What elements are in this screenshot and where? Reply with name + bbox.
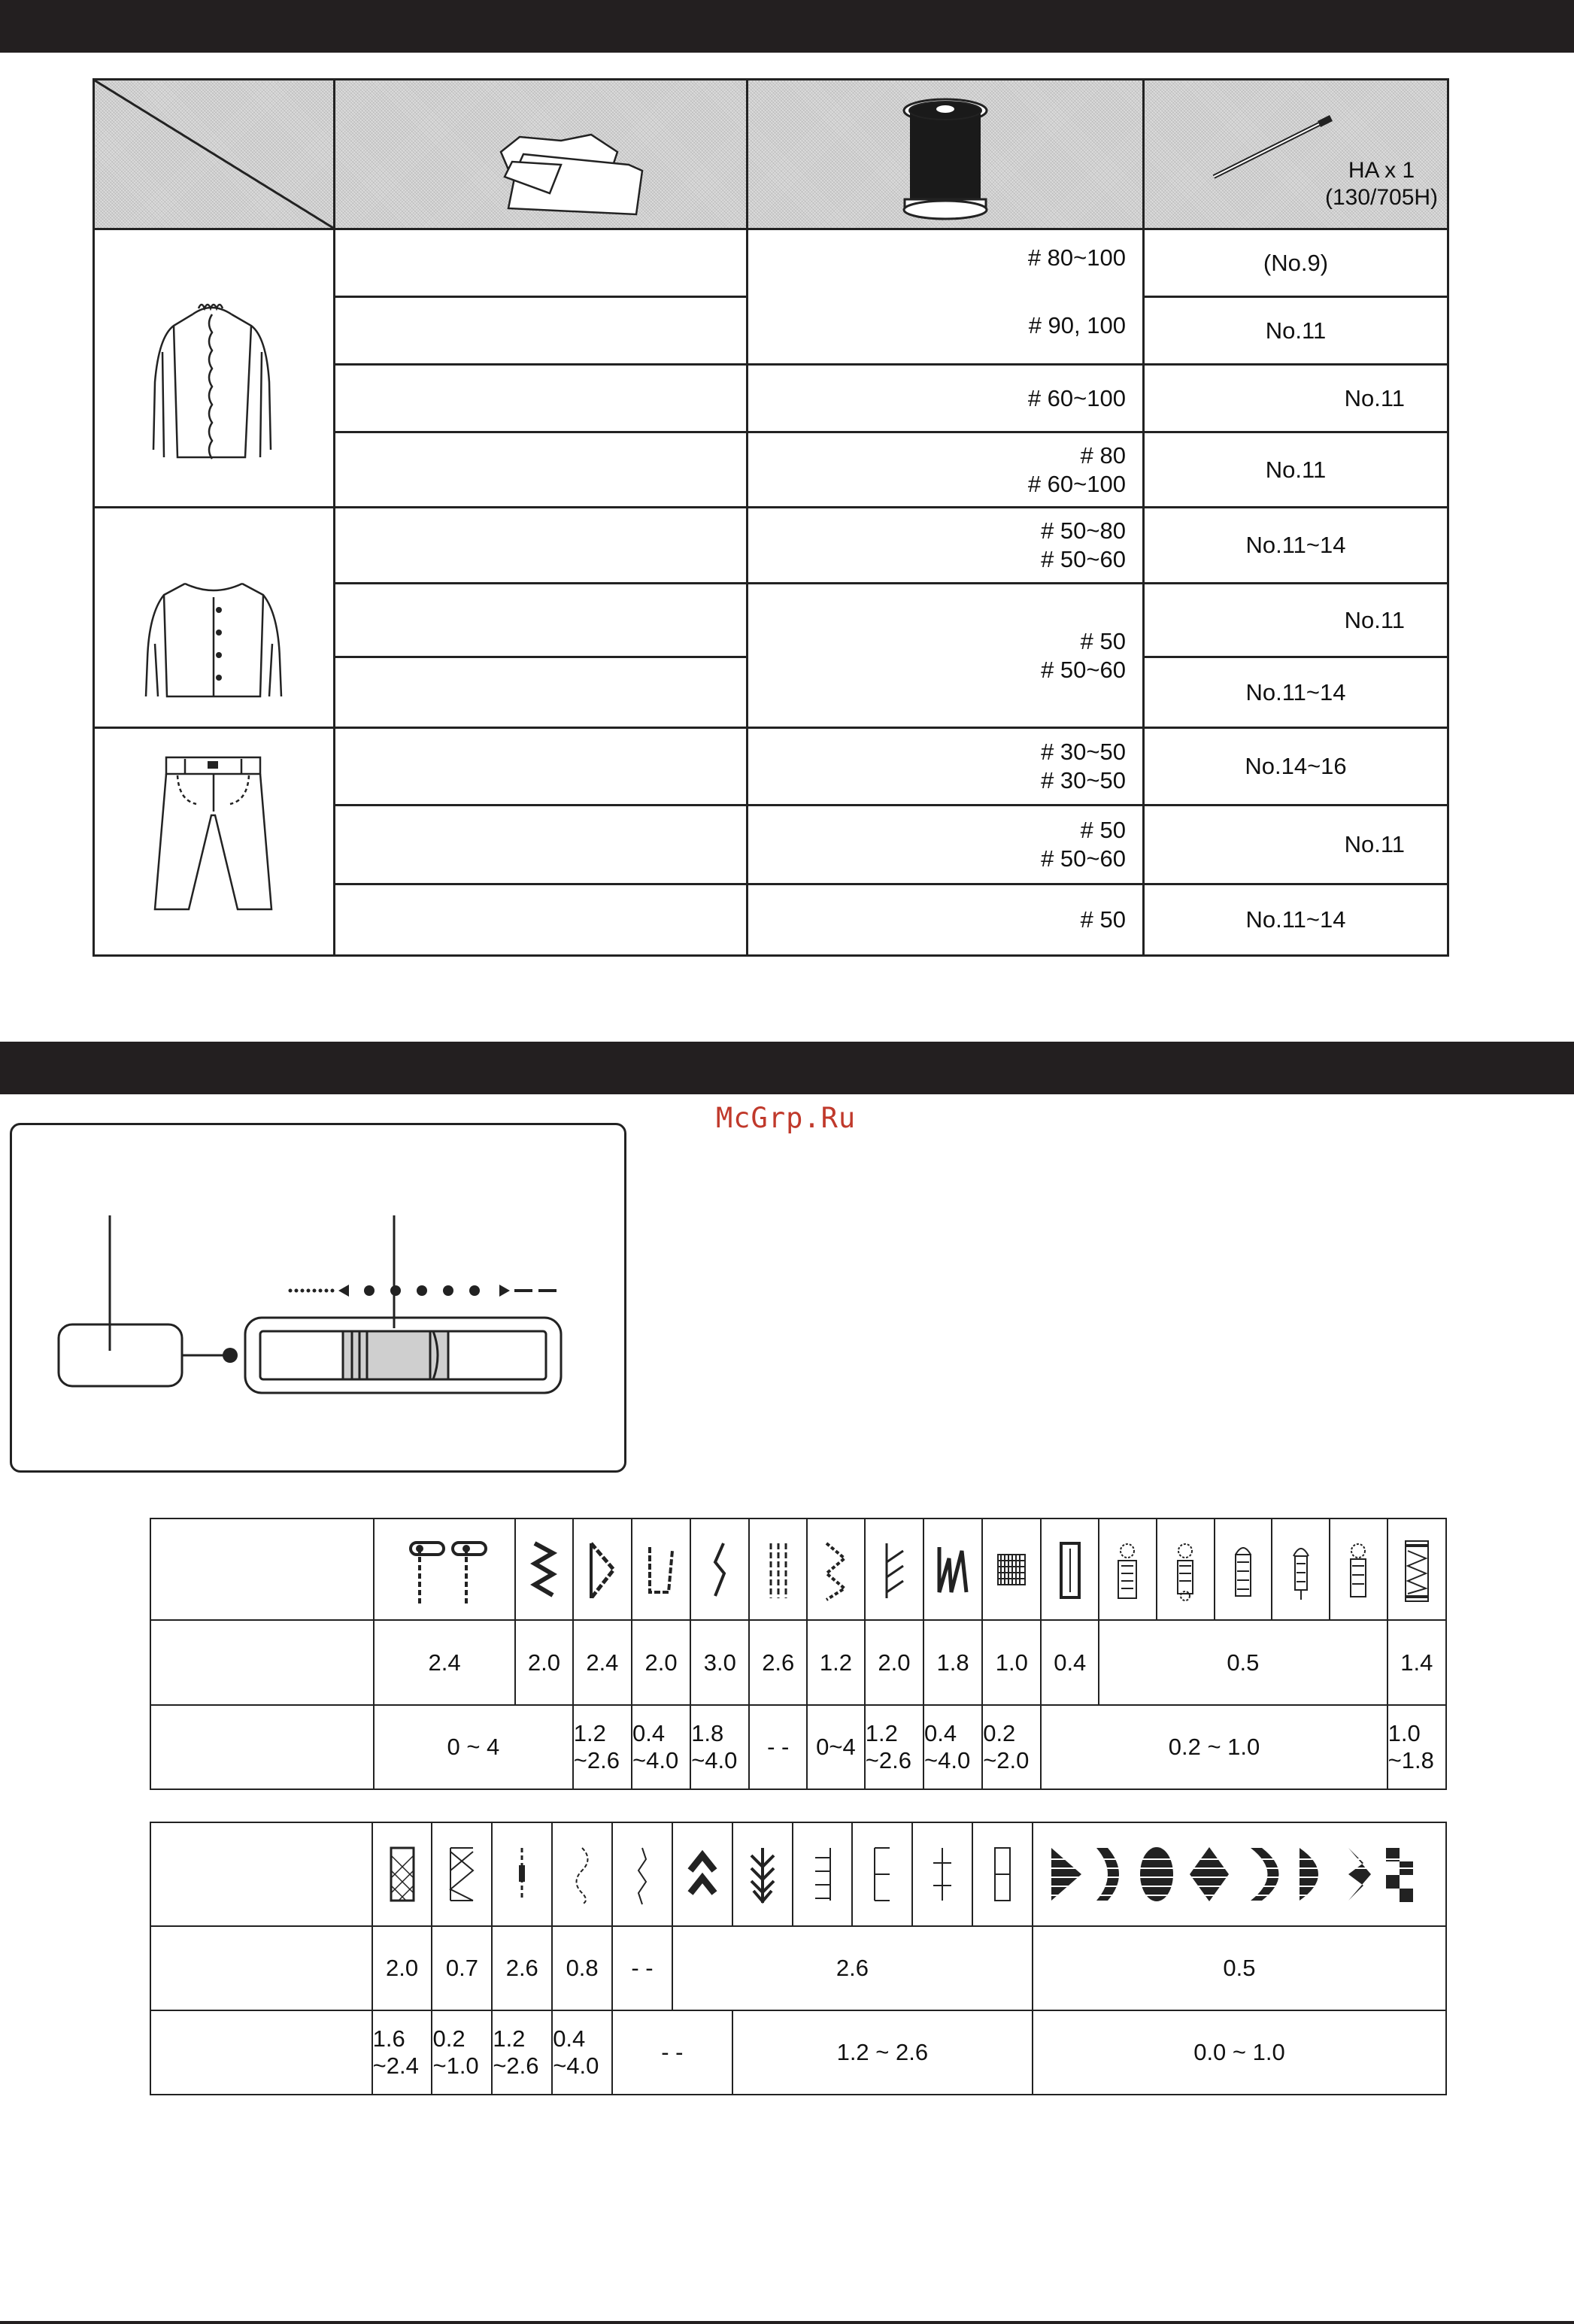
watermark-text: McGrp.Ru — [716, 1102, 857, 1134]
value-cell: 2.0 — [632, 1620, 690, 1705]
bottom-rule — [0, 2321, 1574, 2324]
fabric-header-cell — [335, 80, 748, 229]
stitch-icons-row — [150, 1518, 1446, 1620]
fabric-cell — [335, 884, 748, 956]
straight-stitch-icon — [388, 1532, 501, 1607]
thread-cell — [748, 728, 1144, 806]
blouse-illustration-cell — [94, 229, 335, 508]
lightning-stitch-icon — [690, 1518, 749, 1620]
corner-header-cell — [94, 80, 335, 229]
zigzag-stitch-icon — [515, 1518, 573, 1620]
needle-cell: No.11~14 — [1144, 884, 1448, 956]
value-line: 0.4 — [632, 1720, 666, 1746]
overcast-stitch-icon — [432, 1822, 492, 1926]
keyhole-buttonhole-icon-1 — [1099, 1518, 1157, 1620]
straight-stitch-icons — [374, 1518, 515, 1620]
needle-cell: (No.9) — [1144, 229, 1448, 297]
keyhole-buttonhole-icon-4 — [1272, 1518, 1330, 1620]
blind-hem-icon — [632, 1518, 690, 1620]
value-cell: 1.8 — [923, 1620, 982, 1705]
value-cell: 1.4 — [1387, 1620, 1446, 1705]
value-cell: 1.0 — [982, 1620, 1041, 1705]
stitch-selector-panel — [10, 1123, 626, 1473]
stretch-serpentine-icon — [612, 1822, 672, 1926]
value-line: ~4.0 — [632, 1747, 679, 1773]
table-row — [150, 1926, 1446, 2010]
fabric-cell — [335, 365, 748, 432]
value-cell: 0.5 — [1099, 1620, 1387, 1705]
rickrack-stitch-icon — [672, 1822, 732, 1926]
table-row — [94, 229, 1448, 297]
table-row — [150, 2010, 1446, 2095]
fabric-cell — [335, 508, 748, 584]
keyhole-buttonhole-icon-2 — [1157, 1518, 1215, 1620]
stitch-table-1 — [150, 1518, 1447, 1790]
ladder-stitch-icon-1 — [793, 1822, 853, 1926]
table-row — [150, 1705, 1446, 1789]
needle-cell: No.11 — [1144, 806, 1448, 884]
value-cell — [865, 1705, 923, 1789]
needle-type-label: HA x 1 — [1348, 158, 1415, 183]
bartack-icon — [492, 1822, 552, 1926]
needle-cell: No.11 — [1144, 297, 1448, 365]
table-row — [150, 1620, 1446, 1705]
value-line: 1.2 — [865, 1720, 898, 1746]
value-line: ~1.8 — [1387, 1747, 1434, 1773]
overlock-stitch-icon — [923, 1518, 982, 1620]
needle-header-cell — [1144, 80, 1448, 229]
value-line: 1.0 — [1387, 1720, 1421, 1746]
section-header-bar — [0, 1042, 1574, 1094]
value-cell — [492, 2010, 552, 2095]
value-cell: - - — [612, 2010, 732, 2095]
value-cell: 2.6 — [672, 1926, 1033, 2010]
value-line: ~4.0 — [553, 2052, 599, 2079]
thread-cell — [748, 229, 1144, 365]
diagonal-line — [95, 80, 333, 228]
thread-value: # 50~60 — [1041, 845, 1126, 872]
stitch-icons-row — [150, 1822, 1446, 1926]
needle-cell: No.11~14 — [1144, 508, 1448, 584]
fabric-cell — [335, 728, 748, 806]
jacket-icon — [95, 508, 333, 727]
value-line: 1.2 — [493, 2025, 526, 2052]
value-cell: - - — [749, 1705, 807, 1789]
value-cell: 0.7 — [432, 1926, 492, 2010]
buttonhole-icon — [1041, 1518, 1099, 1620]
value-cell: 2.6 — [492, 1926, 552, 2010]
value-line: ~2.0 — [983, 1747, 1030, 1773]
row-label-cell — [150, 1518, 374, 1620]
value-cell: 0.8 — [552, 1926, 612, 2010]
value-cell: 1.2 — [807, 1620, 865, 1705]
value-line: ~4.0 — [691, 1747, 738, 1773]
value-cell: 2.0 — [372, 1926, 432, 2010]
multi-zigzag-icon — [807, 1518, 865, 1620]
thread-cell — [748, 584, 1144, 728]
value-cell: 3.0 — [690, 1620, 749, 1705]
needle-cell: No.11 — [1144, 584, 1448, 657]
fabric-cell — [335, 229, 748, 297]
thread-cell — [748, 432, 1144, 508]
value-line: ~2.6 — [865, 1747, 911, 1773]
keyhole-buttonhole-icon-3 — [1215, 1518, 1272, 1620]
value-line: 1.2 — [573, 1720, 606, 1746]
serpentine-stitch-icon — [552, 1822, 612, 1926]
row-label-cell — [150, 1705, 374, 1789]
thread-value: # 30~50 — [1041, 739, 1126, 766]
darning-icon — [982, 1518, 1041, 1620]
satin-shapes-icons — [1033, 1822, 1446, 1926]
feather-stitch-icon — [865, 1518, 923, 1620]
box-stitch-icon — [972, 1822, 1033, 1926]
satin-shapes-icon — [1036, 1837, 1442, 1912]
thread-value: # 50~60 — [1041, 546, 1126, 572]
value-cell — [372, 2010, 432, 2095]
table-row — [94, 728, 1448, 806]
value-cell — [690, 1705, 749, 1789]
value-line: 0.4 — [553, 2025, 586, 2052]
value-cell — [982, 1705, 1041, 1789]
needle-size-label: (130/705H) — [1324, 185, 1439, 210]
fabric-icon — [335, 80, 746, 228]
trousers-illustration-cell — [94, 728, 335, 956]
needle-cell: No.14~16 — [1144, 728, 1448, 806]
value-cell: 2.0 — [865, 1620, 923, 1705]
row-label-cell — [150, 1926, 372, 2010]
value-cell — [923, 1705, 982, 1789]
value-line: 0.4 — [924, 1720, 957, 1746]
value-cell: 0.5 — [1033, 1926, 1446, 2010]
row-label-cell — [150, 1822, 372, 1926]
thread-cell — [748, 806, 1144, 884]
thread-value: # 50 — [1080, 627, 1126, 654]
value-cell: 1.2 ~ 2.6 — [732, 2010, 1033, 2095]
arrow-feather-icon — [732, 1822, 793, 1926]
value-cell — [632, 1705, 690, 1789]
top-header-bar — [0, 0, 1574, 53]
value-cell: 0.4 — [1041, 1620, 1099, 1705]
three-step-zigzag-icon — [573, 1518, 632, 1620]
value-cell: - - — [612, 1926, 672, 2010]
thread-value: # 50 — [1080, 817, 1126, 844]
value-cell: 0.2 ~ 1.0 — [1041, 1705, 1387, 1789]
fabric-cell — [335, 584, 748, 657]
needle-cell: No.11 — [1144, 365, 1448, 432]
thread-value: # 50~80 — [1041, 517, 1126, 544]
ladder-stitch-icon-2 — [852, 1822, 912, 1926]
value-cell — [552, 2010, 612, 2095]
thread-cell — [748, 508, 1144, 584]
thread-spool-icon — [748, 80, 1142, 228]
value-cell: 0 ~ 4 — [374, 1705, 573, 1789]
blouse-icon — [95, 232, 333, 505]
value-cell: 2.0 — [515, 1620, 573, 1705]
value-cell — [432, 2010, 492, 2095]
cross-ladder-icon — [912, 1822, 972, 1926]
value-line: 0.2 — [432, 2025, 466, 2052]
fabric-cell — [335, 806, 748, 884]
keyhole-buttonhole-icon-5 — [1330, 1518, 1387, 1620]
needle-cell: No.11~14 — [1144, 657, 1448, 728]
cross-stitch-icon — [372, 1822, 432, 1926]
thread-value: # 30~50 — [1041, 767, 1126, 794]
value-line: ~2.6 — [493, 2052, 539, 2079]
value-cell: 0.0 ~ 1.0 — [1033, 2010, 1446, 2095]
thread-value: # 50~60 — [1041, 656, 1126, 683]
triple-straight-icon — [749, 1518, 807, 1620]
value-line: 1.8 — [691, 1720, 724, 1746]
thread-cell: # 60~100 — [748, 365, 1144, 432]
value-line: ~4.0 — [924, 1747, 971, 1773]
value-cell: 0~4 — [807, 1705, 865, 1789]
row-label-cell — [150, 2010, 372, 2095]
value-line: 0.2 — [983, 1720, 1016, 1746]
thread-value: # 80 — [1080, 441, 1126, 469]
thread-value: # 80~100 — [1027, 244, 1126, 271]
stitch-table-2 — [150, 1822, 1447, 2095]
stitch-length-dial-diagram — [12, 1125, 624, 1470]
value-cell — [1387, 1705, 1446, 1789]
table-row — [94, 508, 1448, 584]
fabric-cell — [335, 432, 748, 508]
stretch-buttonhole-icon — [1387, 1518, 1446, 1620]
trousers-icon — [95, 729, 333, 954]
fabric-cell — [335, 297, 748, 365]
value-line: ~2.6 — [573, 1747, 620, 1773]
thread-header-cell — [748, 80, 1144, 229]
value-line: 1.6 — [372, 2025, 405, 2052]
row-label-cell — [150, 1620, 374, 1705]
needle-cell: No.11 — [1144, 432, 1448, 508]
value-cell: 2.6 — [749, 1620, 807, 1705]
thread-value: # 60~100 — [1027, 470, 1126, 497]
thread-cell: # 50 — [748, 884, 1144, 956]
value-line: ~1.0 — [432, 2052, 479, 2079]
value-line: ~2.4 — [372, 2052, 419, 2079]
fabric-cell — [335, 657, 748, 728]
jacket-illustration-cell — [94, 508, 335, 728]
value-cell: 2.4 — [573, 1620, 632, 1705]
fabric-thread-needle-table — [92, 78, 1449, 957]
value-cell: 2.4 — [374, 1620, 515, 1705]
thread-value: # 90, 100 — [1028, 312, 1126, 338]
value-cell — [573, 1705, 632, 1789]
